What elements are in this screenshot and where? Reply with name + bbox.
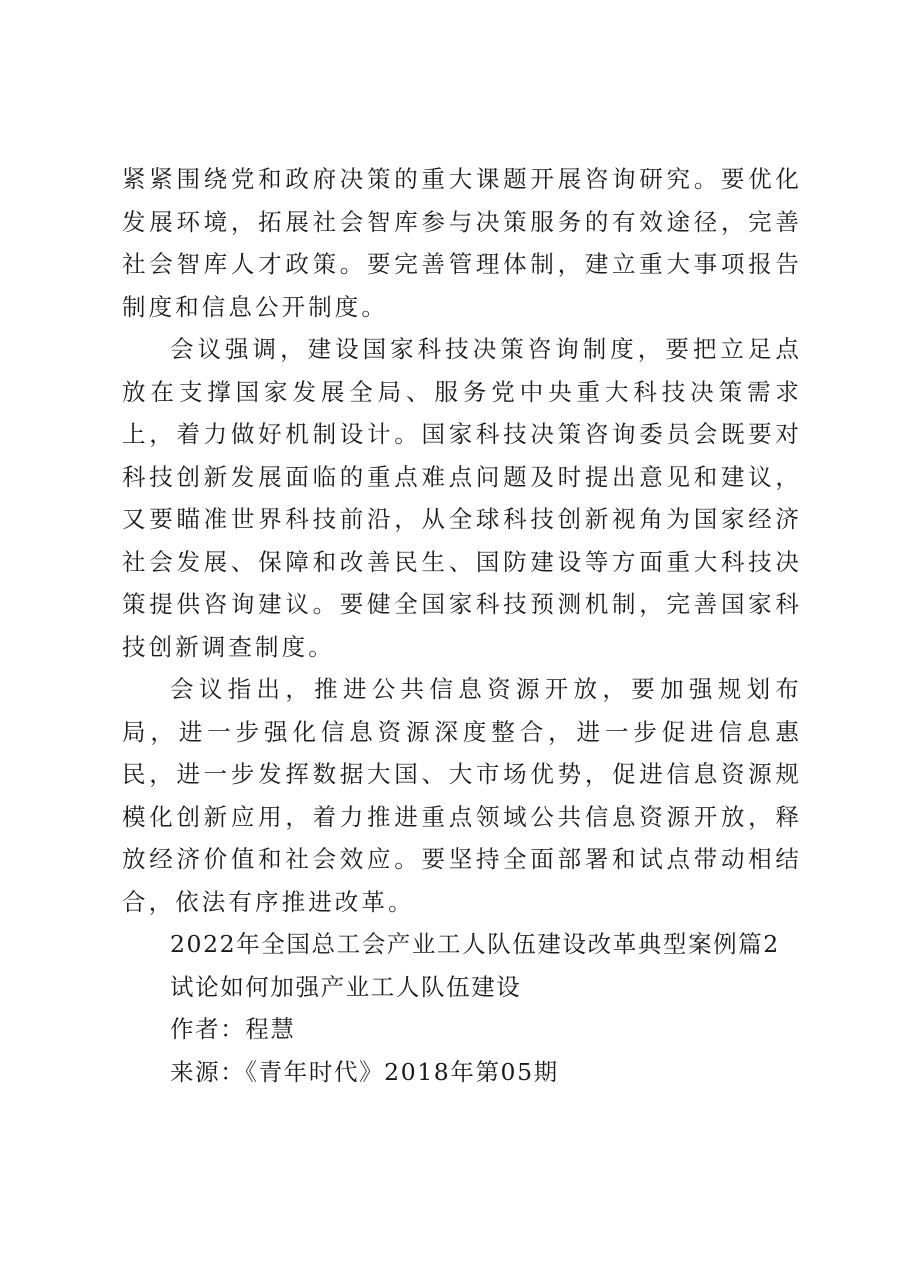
paragraph-1: 紧紧围绕党和政府决策的重大课题开展咨询研究。要优化发展环境，拓展社会智库参与决策服务的有效途径，完善社会智库人才政策。要完善管理体制，建立重大事项报告制度和信息公开制度。: [122, 165, 802, 321]
section-heading: 2022年全国总工会产业工人队伍建设改革典型案例篇2: [170, 930, 780, 958]
author-line: 作者：程慧: [170, 1015, 296, 1043]
paragraph-2: 会议强调，建设国家科技决策咨询制度，要把立足点放在支撑国家发展全局、服务党中央重大科技决策需求上，着力做好机制设计。国家科技决策咨询委员会既要对科技创新发展面临的重点难点问题及时提出意见和建议，又要瞄准世界科技前沿，从全球科技创新视角为国家经济社会发展、保障和改善民生、国防建设等方面重大科技决策提供咨询建议。要健全国家科技预测机制，完善国家科技创新调查制度。: [122, 335, 802, 661]
document-body: [122, 158, 802, 1093]
source-line: 来源：《青年时代》2018年第05期: [170, 1057, 559, 1086]
article-title: 试论如何加强产业工人队伍建设: [170, 972, 522, 1001]
paragraph-3: 会议指出，推进公共信息资源开放，要加强规划布局，进一步强化信息资源深度整合，进一步促进信息惠民，进一步发挥数据大国、大市场优势，促进信息资源规模化创新应用，着力推进重点领域公共信息资源开放，释放经济价值和社会效应。要坚持全面部署和试点带动相结合，依法有序推进改革。: [122, 675, 802, 916]
